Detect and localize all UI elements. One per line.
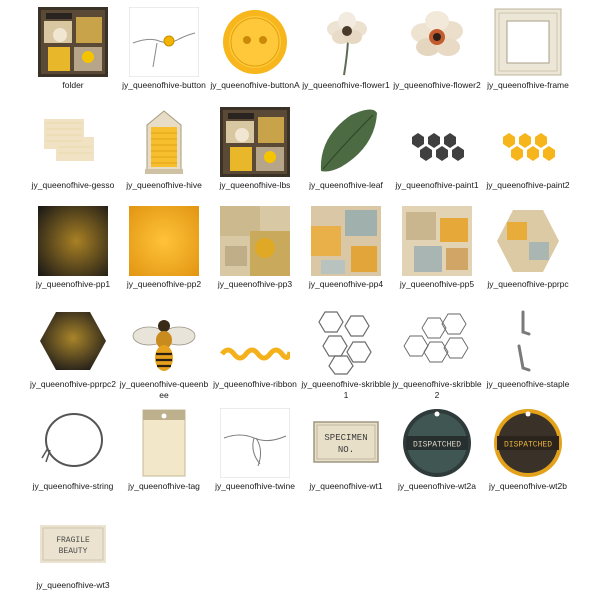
round-tag-icon	[402, 408, 472, 478]
twine-button-icon	[129, 7, 199, 77]
file-name: jy_queenofhive-paint2	[486, 180, 570, 190]
file-name: jy_queenofhive-pp3	[217, 279, 293, 289]
file-name: folder	[62, 80, 84, 90]
gesso-icon	[38, 107, 108, 177]
leaf-icon	[311, 107, 381, 177]
paint-hex-icon	[493, 107, 563, 177]
hive-icon	[129, 107, 199, 177]
file-name: jy_queenofhive-staple	[486, 379, 570, 389]
staple-icon	[493, 306, 563, 376]
file-name: jy_queenofhive-wt1	[309, 481, 383, 491]
ribbon-icon	[220, 306, 290, 376]
file-name: jy_queenofhive-tag	[128, 481, 200, 491]
file-name: jy_queenofhive-button	[122, 80, 206, 90]
file-name: jy_queenofhive-string	[32, 481, 114, 491]
word-tag-icon	[311, 408, 381, 478]
tag-text-line-1: DISPATCHED	[503, 440, 553, 450]
tag-text-line-2: NO.	[337, 445, 355, 455]
tag-icon	[129, 408, 199, 478]
file-name: jy_queenofhive-frame	[487, 80, 569, 90]
bee-icon	[129, 306, 199, 376]
file-name: jy_queenofhive-skribble1	[301, 379, 391, 400]
file-name: jy_queenofhive-pp1	[35, 279, 111, 289]
layout-icon	[220, 107, 290, 177]
tag-text-line-1: DISPATCHED	[412, 440, 462, 450]
frame-icon	[493, 7, 563, 77]
folder-kit-icon	[38, 7, 108, 77]
file-name: jy_queenofhive-buttonA	[210, 80, 300, 90]
file-name: jy_queenofhive-lbs	[219, 180, 291, 190]
paper-icon	[220, 206, 290, 276]
string-icon	[38, 408, 108, 478]
file-name: jy_queenofhive-paint1	[395, 180, 479, 190]
twine-icon	[220, 408, 290, 478]
round-tag-icon	[493, 408, 563, 478]
tag-text-line-2: BEAUTY	[58, 547, 88, 556]
paper-icon	[38, 206, 108, 276]
yellow-button-icon	[220, 7, 290, 77]
file-name: jy_queenofhive-pp5	[399, 279, 475, 289]
file-name: jy_queenofhive-twine	[215, 481, 295, 491]
paint-hex-icon	[402, 107, 472, 177]
file-name: jy_queenofhive-leaf	[309, 180, 383, 190]
file-name: jy_queenofhive-pprpc2	[29, 379, 116, 389]
file-name: jy_queenofhive-wt2a	[398, 481, 476, 491]
paper-icon	[311, 206, 381, 276]
tag-text-line-1: SPECIMEN	[324, 433, 368, 443]
file-name: jy_queenofhive-flower1	[302, 80, 390, 90]
file-name: jy_queenofhive-wt3	[36, 580, 110, 590]
file-name: jy_queenofhive-queenbee	[119, 379, 209, 400]
file-name: jy_queenofhive-pprpc	[487, 279, 569, 289]
file-name: jy_queenofhive-gesso	[31, 180, 115, 190]
hexagon-icon	[38, 306, 108, 376]
paper-icon	[402, 206, 472, 276]
file-name: jy_queenofhive-pp2	[126, 279, 202, 289]
hexagon-icon	[493, 206, 563, 276]
file-name: jy_queenofhive-hive	[126, 180, 202, 190]
tag-text-line-1: FRAGILE	[56, 536, 90, 545]
word-tag-icon	[38, 507, 108, 577]
paper-icon	[129, 206, 199, 276]
flower-icon	[402, 7, 472, 77]
file-name: jy_queenofhive-ribbon	[213, 379, 297, 389]
file-name: jy_queenofhive-flower2	[393, 80, 481, 90]
file-name: jy_queenofhive-pp4	[308, 279, 384, 289]
hex-scribble-icon	[402, 306, 472, 376]
flower-icon	[311, 7, 381, 77]
hex-scribble-icon	[311, 306, 381, 376]
file-name: jy_queenofhive-skribble2	[392, 379, 482, 400]
file-name: jy_queenofhive-wt2b	[489, 481, 567, 491]
